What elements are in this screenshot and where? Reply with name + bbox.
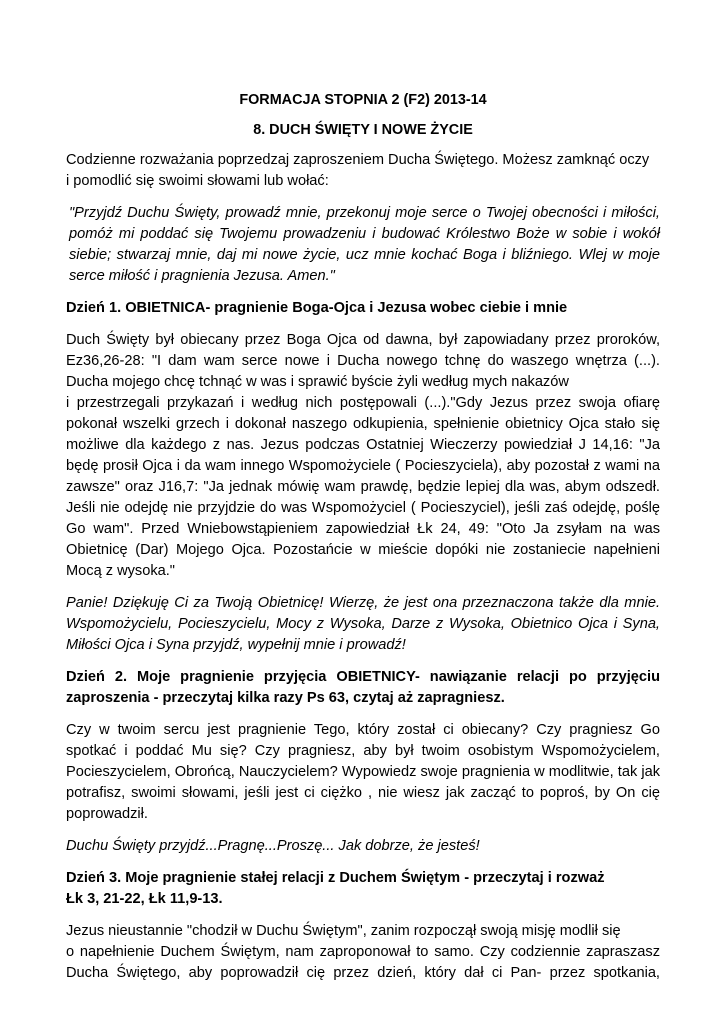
document-title: FORMACJA STOPNIA 2 (F2) 2013-14 (239, 92, 487, 108)
day2-heading: Dzień 2. Moje pragnienie przyjęcia OBIETNICY- nawiązanie relacji po przyjęciu zaproszenia - przeczytaj kilka razy Ps 63, czytaj aż zapragniesz. (66, 669, 660, 706)
intro-line: i pomodlić się swoimi słowami lub wołać: (66, 173, 329, 189)
day3-heading-line: Łk 3, 21-22, Łk 11,9-13. (66, 891, 223, 907)
day3-text-part: o napełnienie Duchem Świętym, nam zaproponował to samo. Czy codziennie zapraszasz Ducha Świętego, aby poprowadził cię przez dzień, który dał ci Pan- przez spotkania, (66, 944, 660, 981)
day2-prayer: Duchu Święty przyjdź...Pragnę...Proszę... Jak dobrze, że jesteś! (66, 838, 480, 854)
day3-heading (66, 868, 660, 910)
document-content (66, 90, 660, 984)
section-title: 8. DUCH ŚWIĘTY I NOWE ŻYCIE (253, 122, 473, 138)
day1-heading: Dzień 1. OBIETNICA- pragnienie Boga-Ojca i Jezusa wobec ciebie i mnie (66, 300, 568, 316)
day2-paragraph: Czy w twoim sercu jest pragnienie Tego, który został ci obiecany? Czy pragniesz Go spotkać i poddać Mu się? Czy pragniesz, aby był twoim osobistym Wspomożycielem, Pocieszycielem, Obrońcą, Nauczycielem? Wypowiedz swoje pragnienia w modlitwie, tak jak potrafisz, swoimi słowami, jeśli jest ci ciężko , nie wiesz jak zacząć to poproś, by On cię poprowadził. (66, 722, 660, 822)
day1-paragraph (66, 330, 660, 582)
opening-prayer: "Przyjdź Duchu Święty, prowadź mnie, przekonuj moje serce o Twojej obecności i miłości, pomóż mi poddać się Twojemu prowadzeniu i budować Królestwo Boże w sobie i wokół siebie; stwarzaj mnie, daj mi nowe życie, ucz mnie kochać Boga i bliźniego. Wlej w moje serce miłość i pragnienia Jezusa. Amen." (69, 205, 660, 284)
day1-text-part: Duch Święty był obiecany przez Boga Ojca od dawna, był zapowiadany przez proroków, Ez36,26-28: "I dam wam serce nowe i Ducha nowego tchnę do waszego wnętrza (...). Ducha mojego chcę tchnąć w was i sprawić byście żyli według mych nakazów (66, 332, 660, 390)
day3-paragraph (66, 921, 660, 984)
intro-line: Codzienne rozważania poprzedzaj zaproszeniem Ducha Świętego. Możesz zamknąć oczy (66, 152, 650, 168)
day1-text-part: i przestrzegali przykazań i według nich postępowali (...)."Gdy Jezus przez swoja ofiarę pokonał wszelki grzech i dokonał naszego odkupienia, spełnienie obietnicy Ojca stało się możliwe dla każdego z nas. Jezus podczas Ostatniej Wieczerzy powiedział J 14,16: "Ja będę prosił Ojca i da wam innego Wspomożyciele ( Pocieszyciela), aby pozostał z wami na zawsze" oraz J16,7: "Ja jednak mówię wam prawdę, będzie lepiej dla was, abym odszedł. Jeśli nie odejdę nie przyjdzie do was Wspomożyciel ( Pocieszyciel), jeśli zaś odejdę, poślę Go wam". Przed Wniebowstąpieniem zapowiedział Łk 24, 49: "Oto Ja zsyłam na was Obietnicę (Dar) Mojego Ojca. Pozostańcie w mieście dopóki nie zostaniecie napełnieni Mocą z wysoka." (66, 395, 660, 579)
day3-text-part: Jezus nieustannie "chodził w Duchu Świętym", zanim rozpoczął swoją misję modlił się (66, 923, 621, 939)
day3-heading-line: Dzień 3. Moje pragnienie stałej relacji z Duchem Świętym - przeczytaj i rozważ (66, 870, 605, 886)
intro-paragraph (66, 150, 660, 192)
day1-prayer: Panie! Dziękuję Ci za Twoją Obietnicę! Wierzę, że jest ona przeznaczona także dla mnie. Wspomożycielu, Pocieszycielu, Mocy z Wysoka, Darze z Wysoka, Obietnico Ojca i Syna, Miłości Ojca i Syna przyjdź, wypełnij mnie i prowadź! (66, 595, 660, 653)
